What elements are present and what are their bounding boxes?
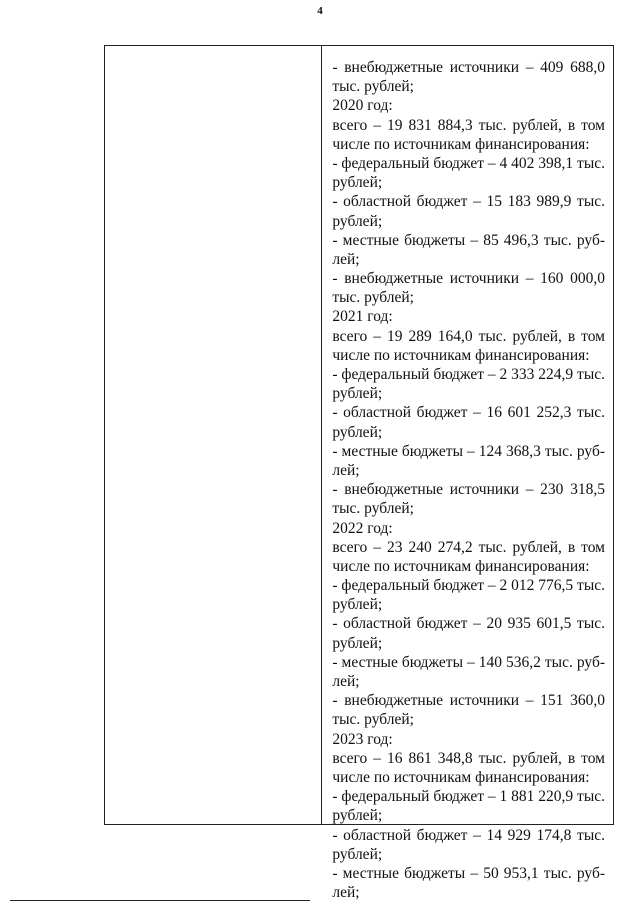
text-line: числе по источникам финансирования: <box>332 135 590 153</box>
text-line: рублей; <box>332 423 383 441</box>
text-line: всего – 23 240 274,2 тыс. рублей, в том <box>332 538 605 556</box>
text-line: рублей; <box>332 845 383 863</box>
text-line: тыс. рублей; <box>332 711 414 729</box>
text-line: - областной бюджет – 20 935 601,5 тыс. <box>332 615 605 633</box>
text-line: - областной бюджет – 14 929 174,8 тыс. <box>332 826 605 844</box>
text-line: - местные бюджеты – 140 536,2 тыс. руб- <box>332 653 605 671</box>
funding-text-cell <box>322 46 613 902</box>
text-line: лей; <box>332 884 360 902</box>
funding-table <box>104 45 614 902</box>
text-line: - федеральный бюджет – 4 402 398,1 тыс. <box>332 154 605 172</box>
text-line: рублей; <box>332 596 383 614</box>
text-line: лей; <box>332 673 360 690</box>
text-line: - местные бюджеты – 85 496,3 тыс. руб- <box>332 231 605 249</box>
text-line: - федеральный бюджет – 2 012 776,5 тыс. <box>332 577 605 595</box>
text-line: рублей; <box>332 385 383 403</box>
table-left-cell <box>105 46 322 824</box>
text-line: рублей; <box>332 634 383 652</box>
text-line: всего – 19 831 884,3 тыс. рублей, в том <box>332 116 605 134</box>
text-line: - внебюджетные источники – 160 000,0 <box>332 270 605 288</box>
text-line: - областной бюджет – 16 601 252,3 тыс. <box>332 404 605 422</box>
text-line: лей; <box>332 461 360 479</box>
text-line: - внебюджетные источники – 409 688,0 <box>332 59 605 76</box>
text-line: 2021 год: <box>332 308 393 326</box>
text-line: - местные бюджеты – 50 953,1 тыс. руб- <box>332 864 605 882</box>
text-line: лей; <box>332 250 360 268</box>
text-line: 2020 год: <box>332 97 393 115</box>
text-line: всего – 16 861 348,8 тыс. рублей, в том <box>332 749 605 767</box>
text-line: тыс. рублей; <box>332 78 414 96</box>
text-line: рублей; <box>332 212 383 230</box>
footer-divider <box>10 900 310 901</box>
page-number: 4 <box>317 5 323 17</box>
text-line: - федеральный бюджет – 2 333 224,9 тыс. <box>332 366 605 383</box>
text-line: рублей; <box>332 807 383 825</box>
text-line: 2022 год: <box>332 519 393 537</box>
text-line: тыс. рублей; <box>332 289 414 307</box>
text-line: - федеральный бюджет – 1 881 220,9 тыс. <box>332 788 605 806</box>
text-line: - внебюджетные источники – 230 318,5 <box>332 481 605 499</box>
text-line: - местные бюджеты – 124 368,3 тыс. руб- <box>332 442 605 460</box>
text-line: числе по источникам финансирования: <box>332 346 590 364</box>
text-line: всего – 19 289 164,0 тыс. рублей, в том <box>332 327 605 345</box>
text-line: - внебюджетные источники – 151 360,0 <box>332 692 605 710</box>
text-line: числе по источникам финансирования: <box>332 557 590 575</box>
text-line: 2023 год: <box>332 730 393 748</box>
text-line: - областной бюджет – 15 183 989,9 тыс. <box>332 193 605 211</box>
text-line: числе по источникам финансирования: <box>332 768 590 786</box>
text-line: рублей; <box>332 174 383 192</box>
text-line: тыс. рублей; <box>332 500 414 518</box>
